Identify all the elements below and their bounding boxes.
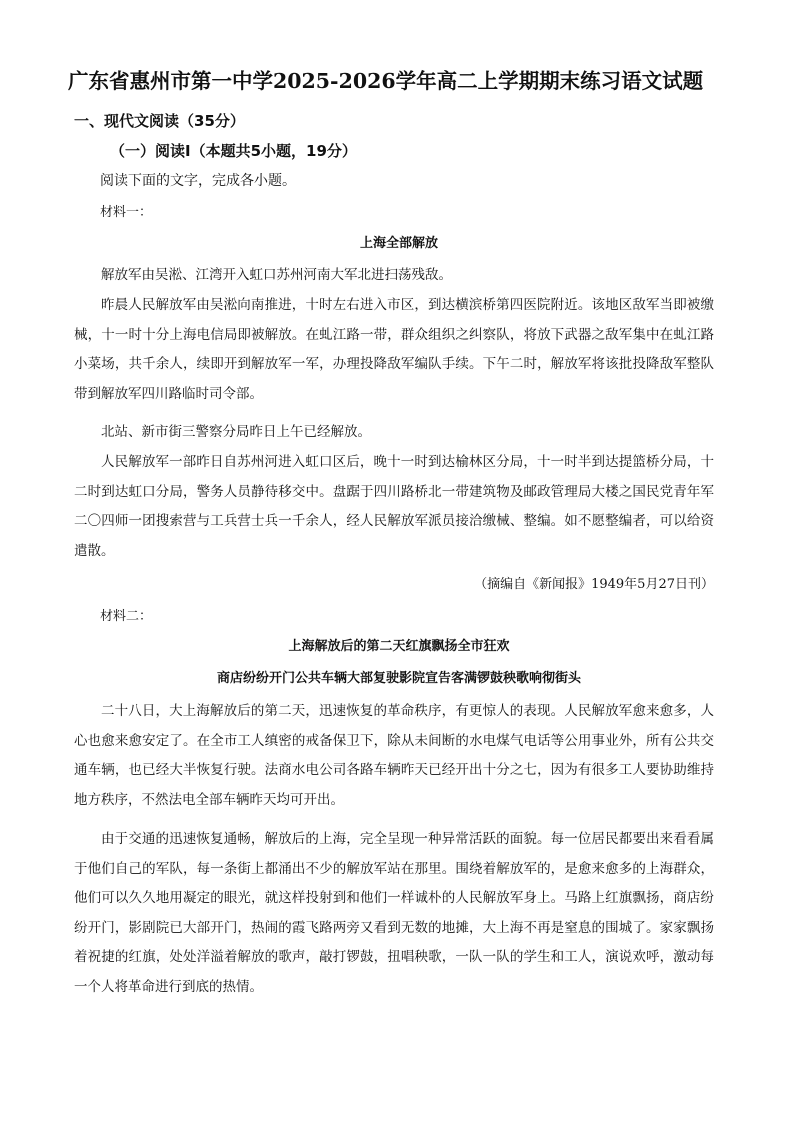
section-heading: 一、现代文阅读（35分） [74,112,245,130]
material-two-subtitle: 商店纷纷开门公共车辆大部复驶影院宣告客满锣鼓秧歌响彻街头 [216,671,581,686]
material-one-label: 材料一： [100,205,153,220]
reading-instruction: 阅读下面的文字，完成各小题。 [100,173,296,189]
material-two-label: 材料二： [100,609,153,624]
material-one-paragraph: 昨晨人民解放军由吴淞向南推进，十时左右进入市区，到达横滨桥第四医院附近。该地区敌军当即被缴械，十一时十分上海电信局即被解放。在虬江路一带，群众组织之纠察队，将放下武器之敌军集中在虬江路小菜场，共千余人，续即开到解放军一军，办理投降敌军编队手续。下午二时，解放军将该批投降敌军整队带到解放军四川路临时司令部。 [74,297,714,402]
material-one-paragraph: 人民解放军一部昨日自苏州河进入虹口区后，晚十一时到达榆林区分局，十一时半到达提篮桥分局，十二时到达虹口分局，警务人员静待移交中。盘踞于四川路桥北一带建筑物及邮政管理局大楼之国民党青年军二〇四师一团搜索营与工兵营士兵一千余人，经人民解放军派员接洽缴械、整编。如不愿整编者，可以给资遣散。 [74,454,714,559]
material-one-source: （摘编自《新闻报》1949年5月27日刊） [474,577,714,592]
subsection-heading: （一）阅读Ⅰ（本题共5小题，19分） [110,142,357,160]
material-two-title: 上海解放后的第二天红旗飘扬全市狂欢 [288,639,510,654]
material-two-paragraph: 由于交通的迅速恢复通畅，解放后的上海，完全呈现一种异常活跃的面貌。每一位居民都要出来看看属于他们自己的军队，每一条街上都涌出不少的解放军站在那里。围绕着解放军的，是愈来愈多的上海群众，他们可以久久地用凝定的眼光，就这样投射到和他们一样诚朴的人民解放军身上。马路上红旗飘扬，商店纷纷开门，影剧院已大部开门，热闹的霞飞路两旁又看到无数的地摊，大上海不再是窒息的围城了。家家飘扬着祝捷的红旗，处处洋溢着解放的歌声，敲打锣鼓，扭唱秧歌，一队一队的学生和工人，演说欢呼，激动每一个人将革命进行到底的热情。 [74,831,714,995]
material-two-paragraph: 二十八日，大上海解放后的第二天，迅速恢复的革命秩序，有更惊人的表现。人民解放军愈来愈多，人心也愈来愈安定了。在全市工人缜密的戒备保卫下，除从未间断的水电煤气电话等公用事业外，所有公共交通车辆，也已经大半恢复行驶。法商水电公司各路车辆昨天已经开出十分之七，因为有很多工人要协助维持地方秩序，不然法电全部车辆昨天均可开出。 [74,703,714,808]
document-title: 广东省惠州市第一中学2025-2026学年高二上学期期末练习语文试题 [68,69,704,93]
material-one-paragraph: 解放军由吴淞、江湾开入虹口苏州河南大军北进扫荡残敌。 [101,267,452,283]
material-one-title: 上海全部解放 [359,236,438,251]
material-one-paragraph: 北站、新市街三警察分局昨日上午已经解放。 [101,424,371,440]
